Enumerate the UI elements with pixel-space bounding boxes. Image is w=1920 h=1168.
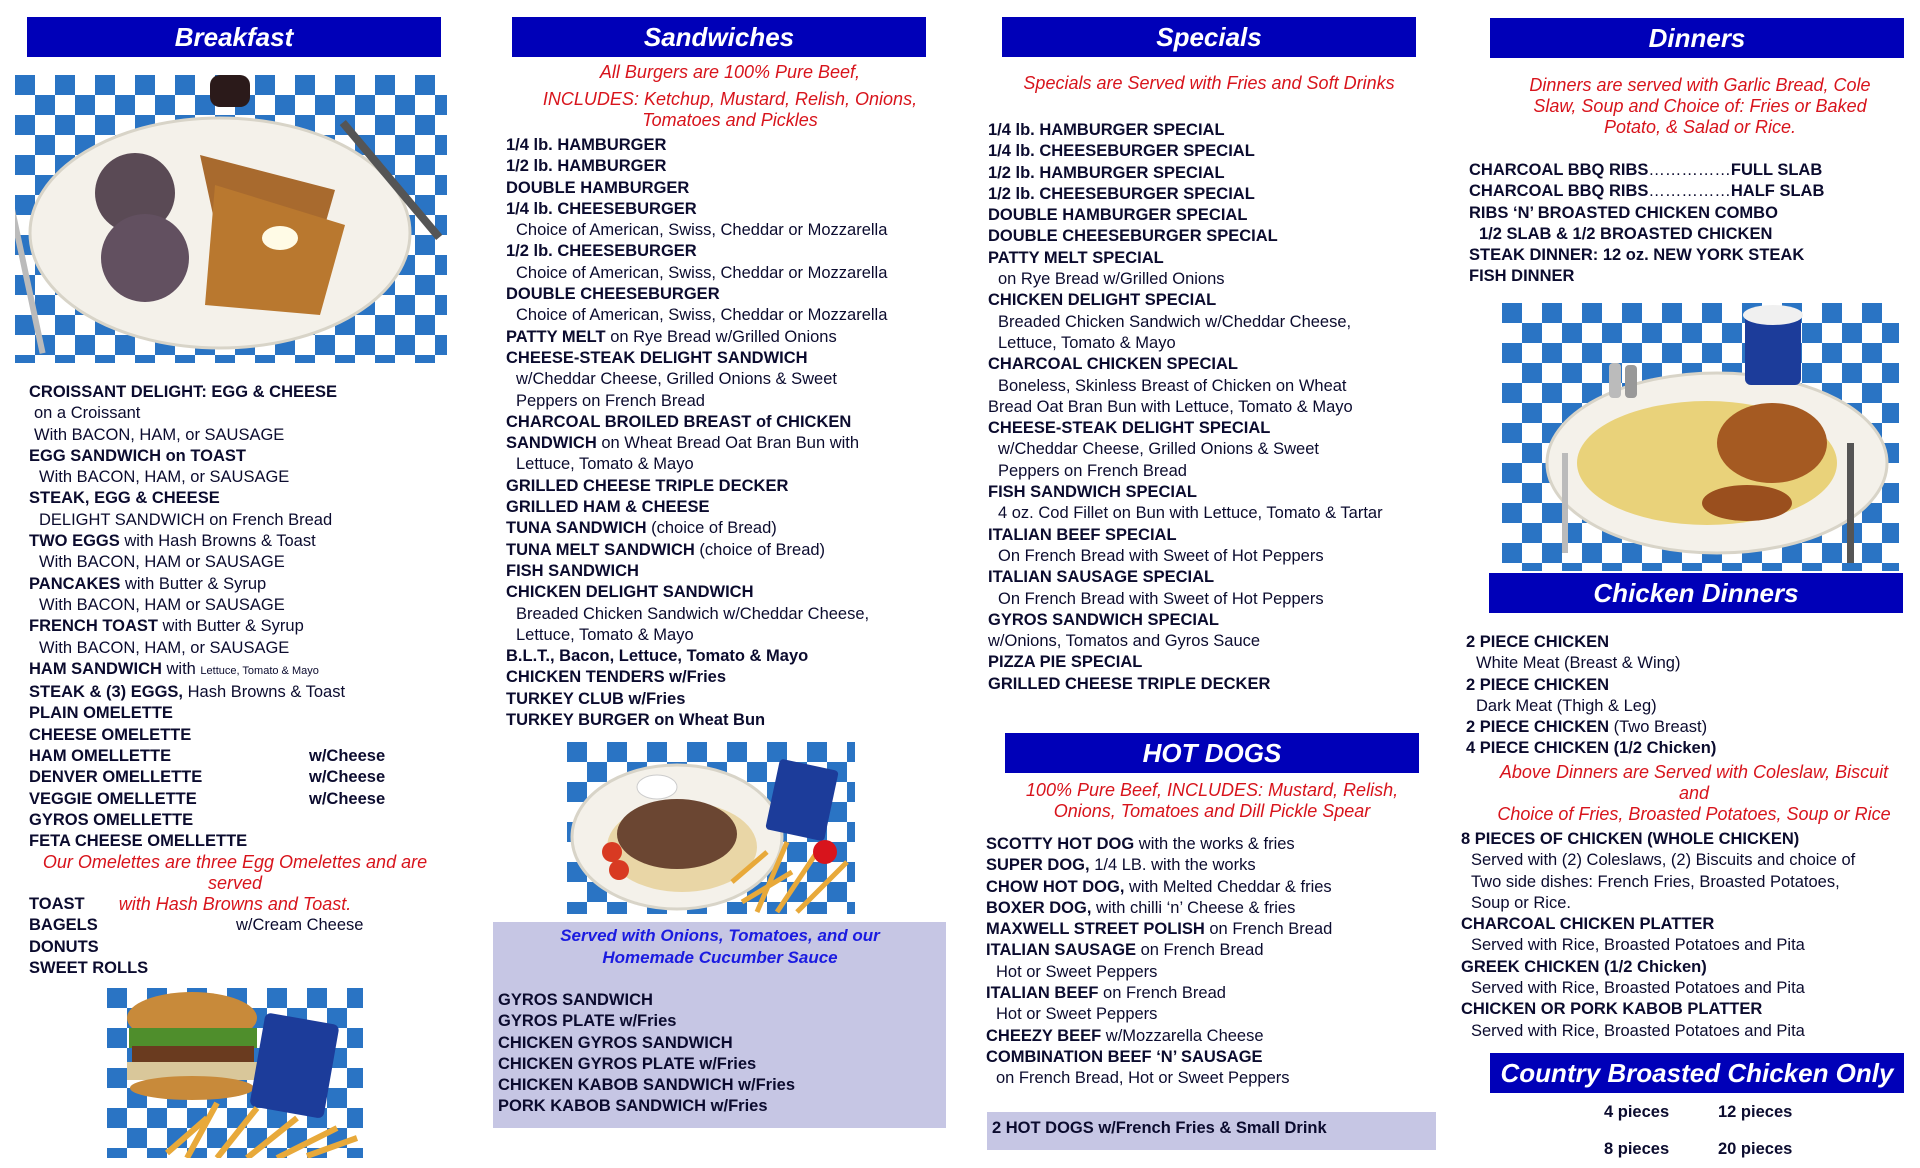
list-item: 1/2 lb. CHEESEBURGER SPECIAL: [988, 184, 1255, 203]
breakfast-header: Breakfast: [27, 17, 441, 57]
list-item: BOXER DOG, with chilli ‘n’ Cheese & fries: [986, 898, 1296, 917]
list-item: TOAST: [29, 895, 85, 913]
list-item: STEAK & (3) EGGS, Hash Browns & Toast: [29, 683, 346, 702]
list-item: SCOTTY HOT DOG with the works & fries: [986, 835, 1295, 853]
country-chicken-header: Country Broasted Chicken Only: [1490, 1053, 1904, 1093]
list-item: 1/4 lb. HAMBURGER: [506, 136, 667, 154]
list-item: CHICKEN GYROS SANDWICH: [498, 1033, 733, 1052]
list-item: TUNA MELT SANDWICH (choice of Bread): [506, 540, 826, 559]
gyros-photo: [567, 742, 855, 914]
list-item: Choice of American, Swiss, Cheddar or Mozzarella: [516, 263, 888, 282]
list-item: FRENCH TOAST with Butter & Syrup: [29, 617, 304, 636]
list-item: HAM SANDWICH with Lettuce, Tomato & Mayo: [29, 659, 319, 678]
list-item: Dark Meat (Thigh & Leg): [1476, 696, 1657, 715]
list-item: 2 PIECE CHICKEN: [1466, 675, 1610, 694]
list-item: CHEESE-STEAK DELIGHT SANDWICH: [506, 348, 808, 367]
list-item: CHICKEN DELIGHT SPECIAL: [988, 291, 1217, 310]
list-item: On French Bread with Sweet of Hot Peppers: [998, 589, 1324, 608]
gyros-note: Served with Onions, Tomatoes, and our Homemade Cucumber Sauce: [560, 926, 880, 967]
dinners-note: Dinners are served with Garlic Bread, Cole Slaw, Soup and Choice of: Fries or Baked Potato, & Salad or Rice.: [1529, 75, 1871, 137]
list-item: SANDWICH on Wheat Bread Oat Bran Bun with: [506, 434, 860, 453]
list-item: CHEEZY BEEF w/Mozzarella Cheese: [986, 1026, 1264, 1045]
chicken-dinners-header: Chicken Dinners: [1489, 573, 1903, 613]
list-item: FISH DINNER: [1469, 267, 1575, 286]
list-item: CHOW HOT DOG, with Melted Cheddar & fries: [986, 877, 1332, 896]
list-item: Breaded Chicken Sandwich w/Cheddar Cheese,: [516, 604, 870, 623]
list-item: CHEESE OMELETTE: [29, 725, 192, 744]
list-item: GRILLED CHEESE TRIPLE DECKER: [988, 674, 1271, 693]
list-item: FETA CHEESE OMELLETTE: [29, 832, 248, 851]
burger-note: All Burgers are 100% Pure Beef, INCLUDES: Ketchup, Mustard, Relish, Onions, Tomatoes and Pickles: [542, 62, 918, 130]
list-item: CHICKEN KABOB SANDWICH w/Fries: [498, 1076, 796, 1095]
list-item: B.L.T., Bacon, Lettuce, Tomato & Mayo: [506, 647, 809, 666]
list-item: With BACON, HAM or SAUSAGE: [39, 595, 285, 614]
chicken-plate-image: [1502, 303, 1899, 571]
specials-list: [988, 120, 1428, 695]
chicken-platters-list: [1461, 829, 1911, 1042]
list-item: Bread Oat Bran Bun with Lettuce, Tomato & Mayo: [988, 397, 1353, 416]
list-item: GYROS PLATE w/Fries: [498, 1012, 677, 1031]
list-item: Lettuce, Tomato & Mayo: [998, 333, 1176, 352]
breakfast-plate-image: [15, 75, 447, 363]
burger-photo: [107, 988, 363, 1158]
country-pieces: [1604, 1094, 1884, 1168]
chicken-dinners-list: [1466, 632, 1906, 760]
list-item: PIZZA PIE SPECIAL: [988, 653, 1143, 672]
list-item: ITALIAN BEEF SPECIAL: [988, 525, 1177, 544]
list-item: TURKEY CLUB w/Fries: [506, 689, 686, 708]
list-item: CHARCOAL CHICKEN SPECIAL: [988, 355, 1238, 374]
list-item: PATTY MELT on Rye Bread w/Grilled Onions: [506, 327, 837, 346]
list-item: DOUBLE HAMBURGER SPECIAL: [988, 206, 1248, 225]
list-item: CHEESE-STEAK DELIGHT SPECIAL: [988, 419, 1271, 438]
list-item: CHARCOAL CHICKEN PLATTER: [1461, 915, 1715, 934]
list-item: GYROS SANDWICH: [498, 991, 653, 1009]
list-item: COMBINATION BEEF ‘N’ SAUSAGE: [986, 1047, 1263, 1066]
list-item: GRILLED CHEESE TRIPLE DECKER: [506, 476, 789, 495]
list-item: With BACON, HAM or SAUSAGE: [39, 553, 285, 572]
list-item: 1/2 lb. HAMBURGER SPECIAL: [988, 163, 1225, 182]
list-item: 4 oz. Cod Fillet on Bun with Lettuce, Tomato & Tartar: [998, 504, 1383, 523]
list-item: CHARCOAL BBQ RIBS……………HALF SLAB: [1469, 182, 1825, 201]
list-item: DOUBLE CHEESEBURGER SPECIAL: [988, 227, 1278, 246]
list-item: Lettuce, Tomato & Mayo: [516, 625, 694, 644]
list-item: Served with Rice, Broasted Potatoes and Pita: [1471, 936, 1805, 955]
specials-header: Specials: [1002, 17, 1416, 57]
breakfast-extras: [29, 894, 469, 979]
list-item: Soup or Rice.: [1471, 893, 1571, 912]
specials-note: Specials are Served with Fries and Soft Drinks: [1023, 73, 1395, 93]
chicken-photo: [1502, 303, 1899, 571]
list-item: Two side dishes: French Fries, Broasted Potatoes,: [1471, 872, 1840, 891]
list-item: GYROS SANDWICH SPECIAL: [988, 610, 1220, 629]
list-item: PATTY MELT SPECIAL: [988, 248, 1164, 267]
list-item: With BACON, HAM, or SAUSAGE: [34, 425, 285, 444]
list-item: GREEK CHICKEN (1/2 Chicken): [1461, 957, 1707, 976]
gyros-list: [498, 990, 938, 1118]
list-item: on a Croissant: [34, 404, 141, 423]
list-item: PLAIN OMELETTE: [29, 704, 173, 723]
list-item: on Rye Bread w/Grilled Onions: [998, 270, 1225, 289]
list-item: 2 HOT DOGS w/French Fries & Small Drink: [992, 1119, 1327, 1137]
list-item: 1/2 lb. HAMBURGER: [506, 157, 667, 176]
list-item: 1/4 lb. HAMBURGER SPECIAL: [988, 121, 1225, 139]
list-item: DOUBLE HAMBURGER: [506, 178, 690, 197]
list-item: MAXWELL STREET POLISH on French Bread: [986, 920, 1333, 939]
list-item: CHICKEN OR PORK KABOB PLATTER: [1461, 1000, 1763, 1019]
list-item: 1/2 SLAB & 1/2 BROASTED CHICKEN: [1479, 224, 1773, 243]
list-item: BAGELS w/Cream Cheese: [29, 916, 364, 935]
list-item: PANCAKES with Butter & Syrup: [29, 574, 267, 593]
burger-image: [107, 988, 363, 1158]
list-item: ITALIAN SAUSAGE on French Bread: [986, 941, 1264, 960]
list-item: w/Onions, Tomatos and Gyros Sauce: [988, 632, 1261, 651]
list-item: Boneless, Skinless Breast of Chicken on Wheat: [998, 376, 1347, 395]
list-item: SUPER DOG, 1/4 LB. with the works: [986, 856, 1256, 875]
list-item: PORK KABOB SANDWICH w/Fries: [498, 1097, 768, 1116]
list-item: EGG SANDWICH on TOAST: [29, 446, 246, 465]
list-item: Peppers on French Bread: [998, 461, 1187, 480]
list-item: VEGGIE OMELLETTE w/Cheese: [29, 789, 386, 808]
sandwiches-list: [506, 135, 946, 731]
list-item: on French Bread, Hot or Sweet Peppers: [996, 1069, 1290, 1088]
list-item: 4 pieces 12 pieces: [1604, 1103, 1793, 1121]
list-item: 8 pieces 20 pieces: [1604, 1140, 1793, 1158]
dinners-header: Dinners: [1490, 18, 1904, 58]
list-item: CROISSANT DELIGHT: EGG & CHEESE: [29, 383, 338, 401]
list-item: FISH SANDWICH: [506, 561, 639, 580]
sandwiches-header: Sandwiches: [512, 17, 926, 57]
list-item: 1/2 lb. CHEESEBURGER: [506, 242, 697, 261]
list-item: CHICKEN DELIGHT SANDWICH: [506, 583, 754, 602]
list-item: 4 PIECE CHICKEN (1/2 Chicken): [1466, 739, 1717, 758]
list-item: TURKEY BURGER on Wheat Bun: [506, 711, 766, 730]
list-item: 1/4 lb. CHEESEBURGER: [506, 199, 697, 218]
list-item: 8 PIECES OF CHICKEN (WHOLE CHICKEN): [1461, 830, 1800, 848]
list-item: Served with (2) Coleslaws, (2) Biscuits and choice of: [1471, 851, 1856, 870]
list-item: Peppers on French Bread: [516, 391, 705, 410]
list-item: Hot or Sweet Peppers: [996, 1005, 1158, 1024]
list-item: 1/4 lb. CHEESEBURGER SPECIAL: [988, 142, 1255, 161]
hotdogs-list: [986, 834, 1426, 1090]
list-item: GRILLED HAM & CHEESE: [506, 498, 710, 517]
list-item: STEAK, EGG & CHEESE: [29, 489, 220, 508]
gyros-plate-image: [567, 742, 855, 914]
list-item: DONUTS: [29, 937, 99, 956]
list-item: DENVER OMELLETTE w/Cheese: [29, 768, 386, 787]
list-item: w/Cheddar Cheese, Grilled Onions & Sweet: [998, 440, 1319, 459]
chicken-dinners-note: Above Dinners are Served with Coleslaw, Biscuit and Choice of Fries, Broasted Potatoes, Soup or Rice: [1497, 762, 1891, 824]
breakfast-list: [29, 382, 469, 853]
list-item: RIBS ‘N’ BROASTED CHICKEN COMBO: [1469, 203, 1778, 222]
list-item: White Meat (Breast & Wing): [1476, 654, 1681, 673]
list-item: DOUBLE CHEESEBURGER: [506, 285, 720, 304]
list-item: ITALIAN SAUSAGE SPECIAL: [988, 568, 1215, 587]
list-item: TWO EGGS with Hash Browns & Toast: [29, 532, 316, 551]
list-item: CHICKEN GYROS PLATE w/Fries: [498, 1054, 757, 1073]
list-item: DELIGHT SANDWICH on French Bread: [39, 510, 333, 529]
list-item: FISH SANDWICH SPECIAL: [988, 483, 1198, 502]
list-item: CHARCOAL BBQ RIBS……………FULL SLAB: [1469, 161, 1823, 179]
list-item: Choice of American, Swiss, Cheddar or Mozzarella: [516, 221, 888, 240]
list-item: TUNA SANDWICH (choice of Bread): [506, 519, 777, 538]
list-item: Breaded Chicken Sandwich w/Cheddar Cheese,: [998, 312, 1352, 331]
list-item: 2 PIECE CHICKEN: [1466, 633, 1610, 651]
list-item: With BACON, HAM, or SAUSAGE: [39, 638, 290, 657]
list-item: Lettuce, Tomato & Mayo: [516, 455, 694, 474]
list-item: SWEET ROLLS: [29, 958, 149, 977]
list-item: Served with Rice, Broasted Potatoes and Pita: [1471, 1021, 1805, 1040]
hotdog-combo: [992, 1118, 1432, 1139]
hotdogs-note: 100% Pure Beef, INCLUDES: Mustard, Relish, Onions, Tomatoes and Dill Pickle Spear: [1025, 780, 1399, 821]
list-item: CHARCOAL BROILED BREAST of CHICKEN: [506, 412, 852, 431]
list-item: 2 PIECE CHICKEN (Two Breast): [1466, 718, 1708, 737]
list-item: Hot or Sweet Peppers: [996, 962, 1158, 981]
list-item: w/Cheddar Cheese, Grilled Onions & Sweet: [516, 370, 837, 389]
dinners-list: [1469, 160, 1909, 288]
omelette-note: Our Omelettes are three Egg Omelettes and are served with Hash Browns and Toast.: [42, 852, 428, 914]
list-item: With BACON, HAM, or SAUSAGE: [39, 468, 290, 487]
hotdogs-header: HOT DOGS: [1005, 733, 1419, 773]
list-item: On French Bread with Sweet of Hot Peppers: [998, 546, 1324, 565]
list-item: STEAK DINNER: 12 oz. NEW YORK STEAK: [1469, 246, 1805, 265]
list-item: Served with Rice, Broasted Potatoes and Pita: [1471, 979, 1805, 998]
list-item: GYROS OMELLETTE: [29, 810, 194, 829]
list-item: Choice of American, Swiss, Cheddar or Mozzarella: [516, 306, 888, 325]
list-item: ITALIAN BEEF on French Bread: [986, 984, 1226, 1003]
list-item: CHICKEN TENDERS w/Fries: [506, 668, 727, 687]
breakfast-photo: [15, 75, 447, 363]
list-item: HAM OMELLETTE w/Cheese: [29, 747, 386, 766]
